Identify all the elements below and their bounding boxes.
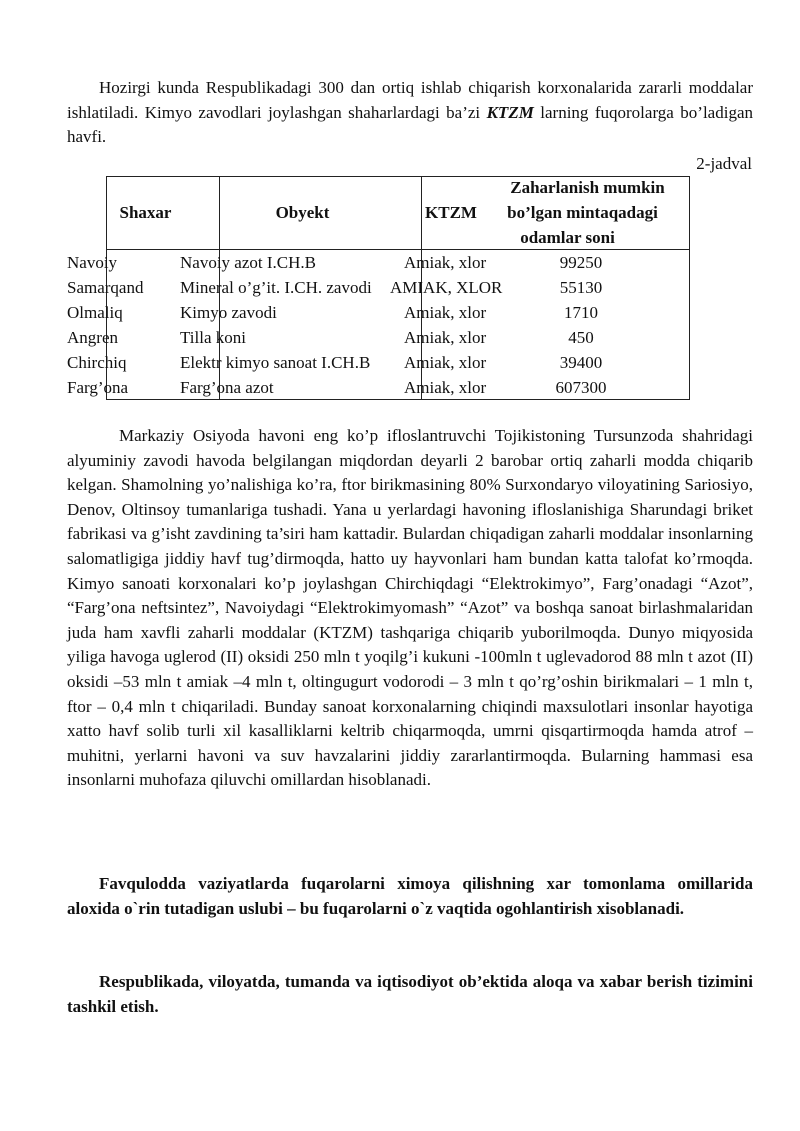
table-row-6-people: 607300 — [555, 378, 607, 397]
intro-text-before: Hozirgi kunda Respublikadagi 300 dan ortiq ishlab chiqarish korxonalarida zararli moddalar ishlatiladi. Kimyo zavodlari joylashgan shaharlardagi ba’zi — [67, 78, 753, 122]
table-header-ktzm: KTZM — [425, 203, 477, 222]
table-row-3-people: 1710 — [564, 303, 598, 322]
table-row-1-ktzm: Amiak, xlor — [404, 253, 487, 272]
table-header-people-line1: Zaharlanish mumkin — [510, 178, 665, 197]
table-row-2-ktzm: AMIAK, XLOR — [390, 278, 503, 297]
table-row-3-object: Kimyo zavodi — [180, 303, 277, 322]
table-row-4-object: Tilla koni — [180, 328, 246, 347]
table-header-city: Shaxar — [119, 203, 172, 222]
table-row-1-city: Navoiy — [67, 253, 118, 272]
table-row-4-people: 450 — [568, 328, 594, 347]
table-header-people-line2: bo’lgan mintaqadagi — [507, 203, 658, 222]
table-row-5-city: Chirchiq — [67, 353, 127, 372]
table-row-1-object: Navoiy azot I.CH.B — [180, 253, 316, 272]
table-row-4-city: Angren — [67, 328, 118, 347]
intro-paragraph — [67, 76, 753, 150]
table-row-6-city: Farg’ona — [67, 378, 129, 397]
table-row-6-ktzm: Amiak, xlor — [404, 378, 487, 397]
table-row-2-people: 55130 — [559, 278, 603, 297]
intro-keyword: KTZM — [486, 102, 534, 122]
table-caption: 2-jadval — [696, 154, 752, 173]
body-paragraph: Markaziy Osiyoda havoni eng ko’p ifloslantruvchi Tojikistoning Tursunzoda shahridagi alyuminiy zavodi havoda belgilangan miqdordan deyarli 2 barobar ortiq zaharli modda chiqarib kelgan. Shamolning yo’nalishiga ko’ra, ftor birikmasining 80% Surxondaryo viloyatining Sariosiyo, Denov, Oltinsoy tumanlariga tushadi. Yana u yerlardagi havoning ifloslanishiga Sharundagi briket fabrikasi va g’isht zavdining ta’siri ham kattadir. Bulardan chiqadigan zaharli moddalar insonlarning salomatligiga jiddiy havf tug’dirmoqda, hatto uy hayvonlari ham bundan katta talofat ko’rmoqda. Kimyo sanoati korxonalari ko’p joylashgan Chirchiqdagi “Elektrokimyo”, Farg’onadagi “Azot”, “Farg’ona neftsintez”, Navoiydagi “Elektrokimyomash” “Azot” va boshqa sanoat birlashmalaridan juda ham xavfli zaharli moddalar (KTZM) tashqariga chiqarib yuborilmoqda. Dunyo miqyosida yiliga havoga uglerod (II) oksidi 250 mln t yoqilg’i kukuni -100mln t uglevadorod 88 mln t azot (II) oksidi –53 mln t amiak –4 mln t, oltingugurt vodorodi – 3 mln t qo’rg’oshin birikmalari – 1 mln t, ftor – 0,4 mln t chiqariladi. Bunday sanoat korxonalarning chiqindi maxsulotlari insonlar hayotiga xatto havf solib turli xil kasalliklarni keltrib chiqarmoqda, umrni qisqartirmoqda hamda atrof – muhitni, yerlarni havoni va suv havzalarini jiddiy zararlantirmoqda. Bularning hammasi esa insonlarni muhofaza qiluvchi omillardan hisoblanadi. — [67, 426, 753, 790]
bold-paragraph-communication: Respublikada, viloyatda, tumanda va iqtisodiyot ob’ektida aloqa va xabar berish tizimini tashkil etish. — [67, 972, 753, 1016]
table-row-3-ktzm: Amiak, xlor — [404, 303, 487, 322]
bold-paragraph-warning: Favqulodda vaziyatlarda fuqarolarni ximoya qilishning xar tomonlama omillarida aloxida o`rin tutadigan uslubi – bu fuqarolarni o`z vaqtida ogohlantirish xisoblanadi. — [67, 874, 753, 918]
table-row-2-object: Mineral o’g’it. I.CH. zavodi — [180, 278, 372, 297]
table-row-1-people: 99250 — [559, 253, 603, 272]
table-header-object: Obyekt — [275, 203, 330, 222]
table-row-6-object: Farg’ona azot — [180, 378, 274, 397]
table-row-5-people: 39400 — [559, 353, 603, 372]
table-row-4-ktzm: Amiak, xlor — [404, 328, 487, 347]
table-row-2-city: Samarqand — [67, 278, 144, 297]
table-row-3-city: Olmaliq — [67, 303, 123, 322]
table-row-5-object: Elektr kimyo sanoat I.CH.B — [180, 353, 371, 372]
intro-text-after: larning fuqorolarga bo’ladigan havfi. — [67, 102, 753, 147]
table-right-border — [689, 176, 690, 400]
table-row-5-ktzm: Amiak, xlor — [404, 353, 487, 372]
table-header-people-line3: odamlar soni — [520, 228, 615, 247]
